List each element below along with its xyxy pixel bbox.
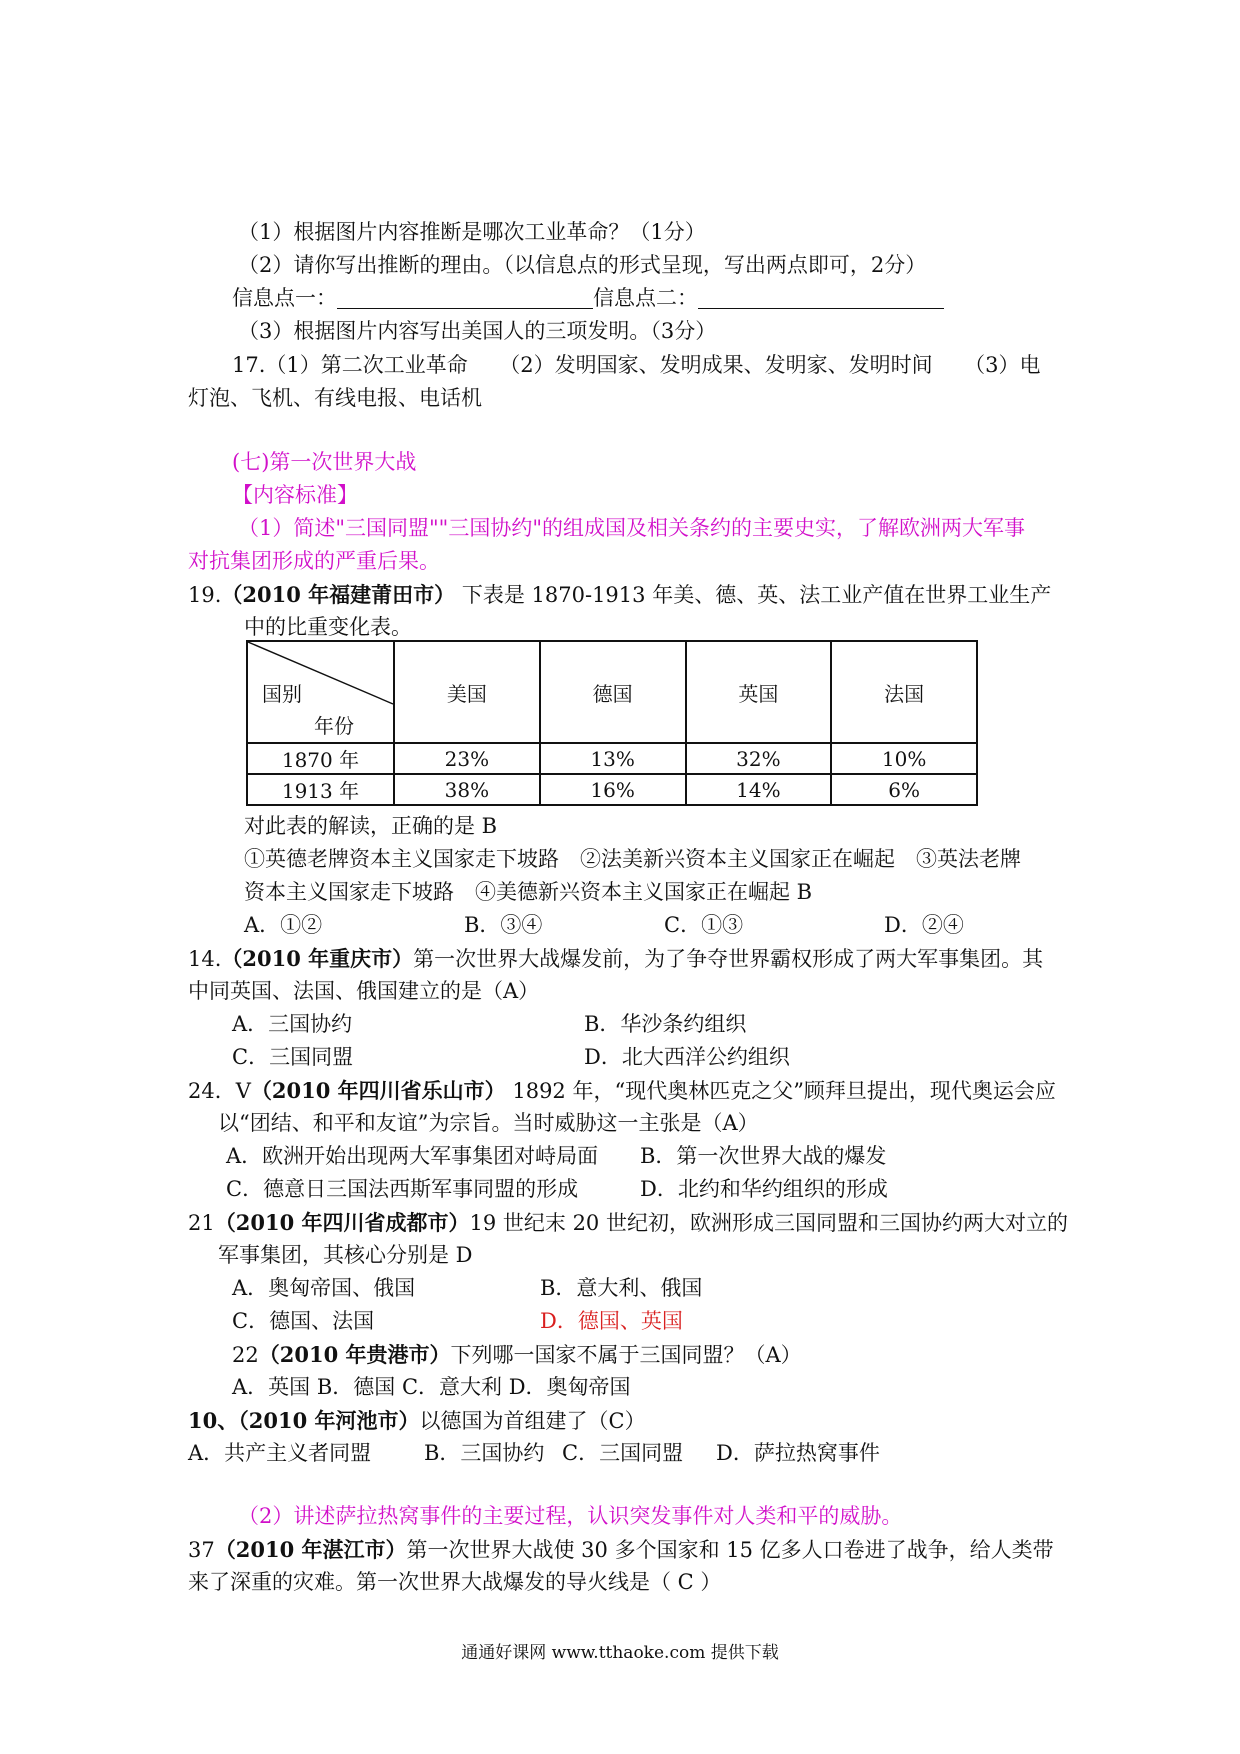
q21-option-a[interactable]: A．奥匈帝国、俄国	[232, 1276, 416, 1300]
q22-number: 22	[232, 1343, 259, 1367]
row-year: 1913 年	[247, 774, 394, 805]
q19-line1	[188, 584, 1051, 606]
section-title: (七)第一次世界大战	[232, 450, 417, 474]
q10-number: 10、	[188, 1408, 239, 1433]
content-standard-label: 【内容标准】	[232, 483, 358, 507]
column-header-britain: 英国	[686, 641, 832, 743]
q21-text: 19 世纪末 20 世纪初，欧洲形成三国同盟和三国协约两大对立的	[469, 1211, 1068, 1235]
table-row	[247, 774, 977, 805]
q10-option-d[interactable]: D．萨拉热窝事件	[716, 1441, 880, 1465]
q21-option-d[interactable]: D．德国、英国	[540, 1309, 683, 1333]
info-point-2-blank[interactable]	[698, 288, 944, 309]
sub-question-3: （3）根据图片内容写出美国人的三项发明。（3分）	[238, 319, 717, 343]
q24-option-a[interactable]: A．欧洲开始出现两大军事集团对峙局面	[226, 1144, 599, 1168]
info-points-line	[232, 288, 944, 309]
q19-source: （2010 年福建莆田市）	[221, 582, 456, 607]
page-footer: 通通好课网 www.tthaoke.com 提供下载	[461, 1643, 779, 1663]
info-point-1-label: 信息点一：	[232, 286, 337, 310]
q10-text: 以德国为首组建了（C）	[419, 1409, 646, 1433]
q17-answer-line2: 灯泡、飞机、有线电报、电话机	[188, 386, 482, 410]
q19-items-line1: ①英德老牌资本主义国家走下坡路 ②法美新兴资本主义国家正在崛起 ③英法老牌	[244, 847, 1021, 871]
table-cell: 13%	[540, 743, 686, 774]
q24-line2: 以“团结、和平和友谊”为宗旨。当时威胁这一主张是（A）	[218, 1111, 759, 1135]
content-standard-1-line2: 对抗集团形成的严重后果。	[188, 549, 440, 573]
q24-option-b[interactable]: B．第一次世界大战的爆发	[640, 1144, 887, 1168]
q21-option-b[interactable]: B．意大利、俄国	[540, 1276, 703, 1300]
sub-question-1: （1）根据图片内容推断是哪次工业革命？（1分）	[238, 220, 706, 244]
q21-line1	[188, 1212, 1068, 1234]
q19-option-d[interactable]: D．②④	[884, 913, 964, 937]
q24-line1	[188, 1080, 1056, 1102]
table-cell: 38%	[394, 774, 540, 805]
corner-label-year: 年份	[314, 714, 354, 738]
table-row	[247, 743, 977, 774]
table-cell: 23%	[394, 743, 540, 774]
q19-number: 19.	[188, 583, 222, 607]
q24-text: 1892 年，“现代奥林匹克之父”顾拜旦提出，现代奥运会应	[512, 1079, 1056, 1103]
q14-option-b[interactable]: B．华沙条约组织	[584, 1012, 747, 1036]
q19-items-line2: 资本主义国家走下坡路 ④美德新兴资本主义国家正在崛起 B	[244, 880, 813, 904]
corner-label-country: 国别	[262, 682, 302, 706]
table-corner-cell	[247, 641, 394, 743]
q19-option-c[interactable]: C．①③	[664, 913, 744, 937]
q14-option-d[interactable]: D．北大西洋公约组织	[584, 1045, 790, 1069]
q22-line1	[232, 1344, 802, 1366]
q14-line1	[188, 948, 1043, 970]
q10-line1	[188, 1410, 646, 1432]
q21-number: 21	[188, 1211, 215, 1235]
q14-option-a[interactable]: A．三国协约	[232, 1012, 353, 1036]
industry-share-table	[246, 640, 978, 806]
q22-text: 下列哪一国家不属于三国同盟？（A）	[450, 1343, 802, 1367]
q14-line2: 中同英国、法国、俄国建立的是（A）	[188, 979, 540, 1003]
table-cell: 32%	[686, 743, 832, 774]
row-year: 1870 年	[247, 743, 394, 774]
q10-option-c[interactable]: C．三国同盟	[562, 1441, 684, 1465]
q19-text: 下表是 1870-1913 年美、德、英、法工业产值在世界工业生产	[461, 583, 1052, 607]
q37-source: （2010 年湛江市）	[214, 1537, 407, 1562]
table-cell: 6%	[831, 774, 977, 805]
q37-line2: 来了深重的灾难。第一次世界大战爆发的导火线是（ C ）	[188, 1570, 722, 1594]
q14-number: 14.	[188, 947, 222, 971]
info-point-1-blank[interactable]	[337, 288, 593, 309]
q14-text: 第一次世界大战爆发前，为了争夺世界霸权形成了两大军事集团。其	[413, 947, 1044, 971]
table-cell: 16%	[540, 774, 686, 805]
q22-options[interactable]: A．英国 B．德国 C．意大利 D．奥匈帝国	[232, 1375, 631, 1399]
content-standard-1-line1: （1）简述"三国同盟""三国协约"的组成国及相关条约的主要史实，了解欧洲两大军事	[238, 516, 1025, 540]
q24-number: 24．V	[188, 1079, 251, 1103]
table-cell: 10%	[831, 743, 977, 774]
q24-option-d[interactable]: D．北约和华约组织的形成	[640, 1177, 888, 1201]
q21-line2: 军事集团，其核心分别是 D	[218, 1243, 473, 1267]
q19-line2: 中的比重变化表。	[244, 615, 412, 639]
q10-option-a[interactable]: A．共产主义者同盟	[188, 1441, 372, 1465]
q19-option-a[interactable]: A．①②	[244, 913, 323, 937]
q37-number: 37	[188, 1538, 215, 1562]
q14-source: （2010 年重庆市）	[221, 946, 414, 971]
q24-source: （2010 年四川省乐山市）	[250, 1078, 506, 1103]
q21-option-c[interactable]: C．德国、法国	[232, 1309, 375, 1333]
q37-text: 第一次世界大战使 30 多个国家和 15 亿多人口卷进了战争，给人类带	[406, 1538, 1054, 1562]
sub-question-2: （2）请你写出推断的理由。（以信息点的形式呈现，写出两点即可，2分）	[238, 253, 927, 277]
q19-question: 对此表的解读，正确的是 B	[244, 814, 498, 838]
column-header-germany: 德国	[540, 641, 686, 743]
q14-option-c[interactable]: C．三国同盟	[232, 1045, 354, 1069]
q22-source: （2010 年贵港市）	[258, 1342, 451, 1367]
q37-line1	[188, 1539, 1054, 1561]
q21-source: （2010 年四川省成都市）	[214, 1210, 470, 1235]
q19-option-b[interactable]: B．③④	[464, 913, 543, 937]
column-header-usa: 美国	[394, 641, 540, 743]
q24-option-c[interactable]: C．德意日三国法西斯军事同盟的形成	[226, 1177, 579, 1201]
table-cell: 14%	[686, 774, 832, 805]
info-point-2-label: 信息点二：	[593, 286, 698, 310]
q10-option-b[interactable]: B．三国协约	[424, 1441, 545, 1465]
q17-answer-line1: 17.（1）第二次工业革命 （2）发明国家、发明成果、发明家、发明时间 （3）电	[232, 353, 1041, 377]
q10-source: （2010 年河池市）	[238, 1408, 420, 1433]
content-standard-2: （2）讲述萨拉热窝事件的主要过程，认识突发事件对人类和平的威胁。	[238, 1504, 903, 1528]
column-header-france: 法国	[831, 641, 977, 743]
